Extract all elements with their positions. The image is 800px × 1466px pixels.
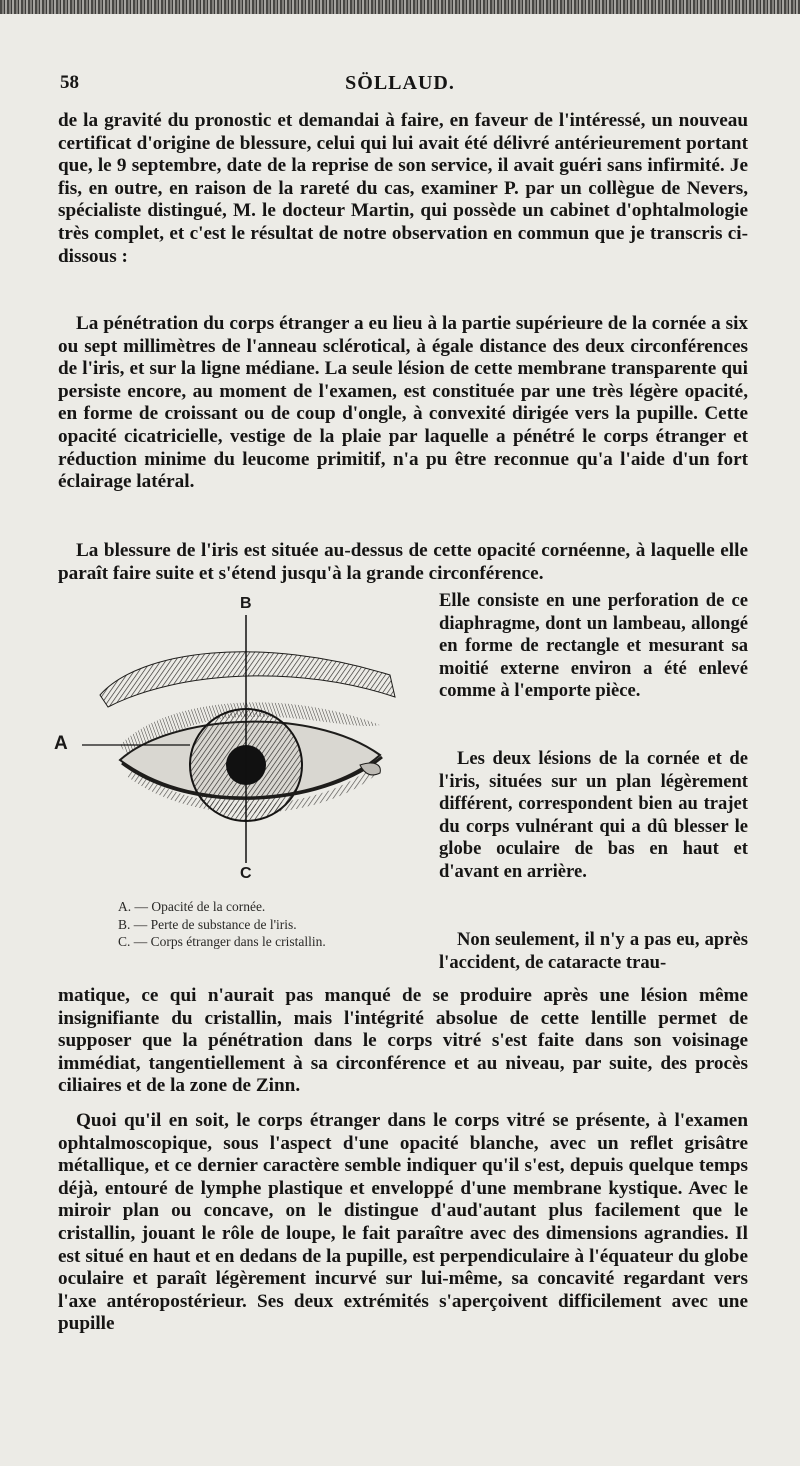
paragraph-1: de la gravité du pronostic et demandai à faire, en faveur de l'intéressé, un nouveau certificat d'origine de blessure, celui qui lui avait été délivré antérieurement portant que, le 9 septembre, date de la reprise de son service, il avait guéri sans infirmité. Je fis, en outre, en raison de la rareté du cas, examiner P. par un collègue de Nevers, spécialiste distingué, M. le docteur Martin, qui possède un cabinet d'ophtalmologie très complet, et c'est le résultat de notre observation en commun que je transcris ci-dissous : — [58, 110, 748, 267]
running-head: SÖLLAUD. — [345, 72, 455, 94]
legend-item: C. — Corps étranger dans le cristallin. — [118, 934, 326, 949]
paragraph-3-intro: La blessure de l'iris est située au-dessus de cette opacité cornéenne, à laquelle elle paraît faire suite et s'étend jusqu'à la grande circonférence. — [58, 540, 748, 584]
page-header — [0, 62, 800, 102]
paragraph-5-side: Non seulement, il n'y a pas eu, après l'accident, de cataracte trau- — [439, 929, 748, 973]
figure-label-b: B — [240, 595, 252, 612]
eyebrow — [100, 652, 395, 707]
page-number: 58 — [60, 72, 79, 93]
legend-item: A. — Opacité de la cornée. — [118, 899, 266, 914]
eye-illustration — [60, 595, 430, 885]
paragraph-5-continued: matique, ce qui n'aurait pas manqué de se produire après une lésion même insignifiante du cristallin, mais l'intégrité absolue de cette lentille permet de supposer que la pénétration dans le corps vitré s'est faite dans son voisinage immédiat, tangentiellement à sa circonférence et au niveau, par suite, des procès ciliaires et de la zone de Zinn. — [58, 985, 748, 1097]
figure-legend — [118, 898, 418, 951]
figure-label-c: C — [240, 865, 252, 882]
paragraph-4-side: Les deux lésions de la cornée et de l'iris, situées sur un plan légèrement différent, correspondent bien au trajet du corps vulnérant qui a dû blesser le globe oculaire de bas en haut et d'avant en arrière. — [439, 748, 748, 882]
paragraph-2: La pénétration du corps étranger a eu lieu à la partie supérieure de la cornée a six ou sept millimètres de l'anneau sclérotical, à égale distance des deux circonférences de l'iris, et sur la ligne médiane. La seule lésion de cette membrane transparente qui persiste encore, au moment de l'examen, est constituée par une très légère opacité, en forme de croissant ou de coup d'ongle, à convexité dirigée vers la pupille. Cette opacité cicatricielle, vestige de la plaie par laquelle a pénétré le corps étranger et réduction minime du leucome primitif, n'a pu être reconnue qu'a l'aide d'un fort éclairage latéral. — [58, 313, 748, 493]
tear-duct — [360, 763, 380, 775]
eye-figure — [54, 595, 430, 885]
page-top-edge — [0, 0, 800, 14]
paragraph-3-side: Elle consiste en une perforation de ce diaphragme, dont un lambeau, allongé en forme de rectangle et mesurant sa moitié externe environ a été enlevé comme à l'emporte pièce. — [439, 590, 748, 702]
legend-item: B. — Perte de substance de l'iris. — [118, 916, 297, 932]
figure-label-a: A — [54, 733, 68, 754]
paragraph-6: Quoi qu'il en soit, le corps étranger dans le corps vitré se présente, à l'examen ophtalmoscopique, sous l'aspect d'une opacité blanche, avec un reflet grisâtre métallique, et ce dernier caractère semble indiquer qu'il s'est, depuis quelque temps déjà, entouré de lymphe plastique et enveloppé d'une membrane kystique. Avec le miroir plan ou concave, on le distingue d'aud'autant plus facilement que le cristallin, jouant le rôle de loupe, le fait paraître avec des dimensions agrandies. Il est situé en haut et en dedans de la pupille, est perpendiculaire à l'équateur du globe oculaire et paraît légèrement incurvé sur lui-même, sa concavité regardant vers l'axe antéropostérieur. Ses deux extrémités s'aperçoivent difficilement avec une pupille — [58, 1110, 748, 1335]
